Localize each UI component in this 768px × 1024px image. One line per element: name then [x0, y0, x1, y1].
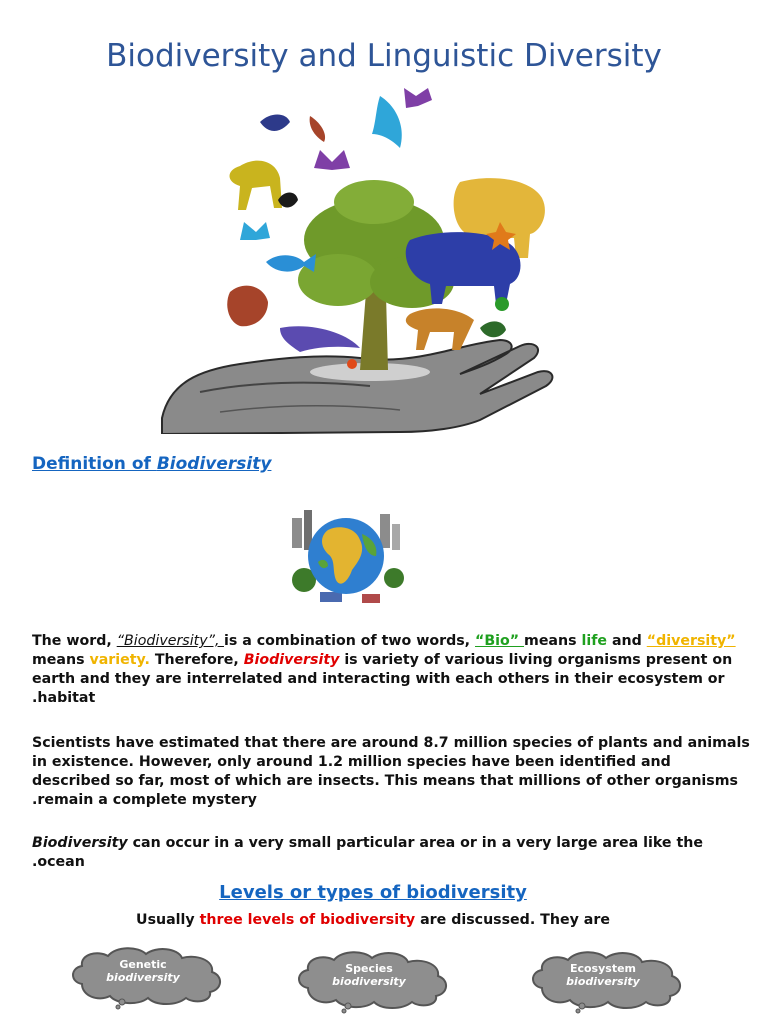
cloud-label-line1: Species — [345, 962, 393, 975]
biodiversity-hand-illustration — [160, 82, 580, 434]
diversity-term: “diversity” — [646, 633, 736, 649]
text-segment: and — [607, 633, 647, 649]
text-segment: is a combination of two words, — [223, 633, 476, 649]
text-segment: is variety of various living organisms present on earth and they are interrelated and interacting with each others in their ecosystem or .habitat — [32, 652, 733, 706]
text-segment: means — [524, 633, 582, 649]
text-segment: means — [32, 652, 90, 668]
biodiversity-term: Biodiversity — [32, 835, 128, 851]
cloud-label — [528, 962, 678, 988]
ecosystem-biodiversity-cloud — [528, 948, 688, 1014]
text-segment: Usually — [136, 912, 200, 928]
cloud-label-line2: biodiversity — [106, 971, 180, 984]
biodiversity-term: Biodiversity — [243, 652, 340, 668]
cloud-label-line1: Genetic — [119, 958, 167, 971]
species-biodiversity-cloud — [294, 948, 454, 1014]
cloud-label — [68, 958, 218, 984]
definition-heading[interactable] — [32, 454, 271, 474]
bio-term: “Bio” — [475, 633, 525, 649]
page-title: Biodiversity and Linguistic Diversity — [106, 38, 662, 74]
text-segment: are discussed. They are — [415, 912, 610, 928]
cloud-label-line2: biodiversity — [332, 975, 406, 988]
genetic-biodiversity-cloud — [68, 944, 228, 1010]
life-term: life — [581, 633, 608, 649]
cloud-label — [294, 962, 444, 988]
definition-heading-term: Biodiversity — [156, 454, 272, 474]
text-segment: Therefore, — [149, 652, 244, 668]
cloud-label-line1: Ecosystem — [569, 962, 637, 975]
text-segment: can occur in a very small particular area or in a very large area like the .ocean — [32, 835, 703, 868]
levels-intro — [0, 912, 746, 928]
definition-heading-prefix: Definition of — [32, 454, 157, 474]
biodiversity-term-link: “Biodiversity”, — [116, 633, 224, 649]
species-estimate-paragraph: Scientists have estimated that there are around 8.7 million species of plants and animals in existence. However, only around 1.2 million species have been identified and described so far, most of which are insects. This means that millions of other organisms .remain a complete mystery — [32, 735, 750, 808]
definition-paragraph — [32, 632, 750, 708]
text-segment: The word, — [32, 633, 117, 649]
cloud-label-line2: biodiversity — [566, 975, 640, 988]
levels-heading[interactable]: Levels or types of biodiversity — [219, 882, 527, 903]
scale-paragraph — [32, 834, 750, 868]
three-levels-highlight: three levels of biodiversity — [199, 912, 416, 928]
globe-illustration — [282, 500, 412, 610]
variety-term: variety. — [89, 652, 150, 668]
